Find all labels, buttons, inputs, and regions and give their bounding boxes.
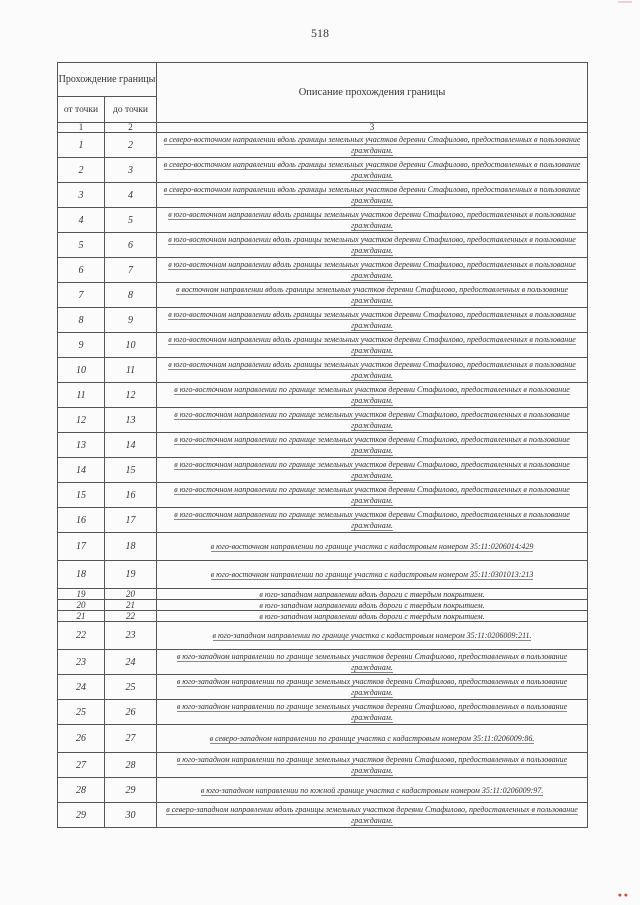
to-point-cell: 5	[105, 208, 157, 233]
from-point-cell: 21	[58, 611, 105, 622]
table-row	[58, 700, 588, 725]
description-cell	[157, 208, 588, 233]
from-point-cell: 3	[58, 183, 105, 208]
description-text: в северо-восточном направлении вдоль границы земельных участков деревни Стафилово, предоставленных в пользование гражданам.	[163, 160, 581, 180]
table-row	[58, 622, 588, 650]
from-point-cell: 12	[58, 408, 105, 433]
to-point-cell: 12	[105, 383, 157, 408]
table-row	[58, 308, 588, 333]
description-cell	[157, 233, 588, 258]
to-point-cell: 24	[105, 650, 157, 675]
table-row	[58, 483, 588, 508]
description-text: в северо-восточном направлении вдоль границы земельных участков деревни Стафилово, предоставленных в пользование гражданам.	[163, 185, 581, 205]
table-row	[58, 433, 588, 458]
table-row	[58, 600, 588, 611]
table-row	[58, 158, 588, 183]
to-point-cell: 16	[105, 483, 157, 508]
description-cell	[157, 600, 588, 611]
description-cell	[157, 408, 588, 433]
description-text: в юго-восточном направлении вдоль границы земельных участков деревни Стафилово, предоставленных в пользование гражданам.	[168, 260, 576, 280]
header-row	[58, 63, 588, 97]
to-point-cell: 6	[105, 233, 157, 258]
description-text: в юго-западном направлении по границе земельных участков деревни Стафилово, предоставленных в пользование гражданам.	[176, 677, 568, 697]
table-row	[58, 333, 588, 358]
from-point-cell: 19	[58, 589, 105, 600]
table-row	[58, 778, 588, 803]
from-point-cell: 23	[58, 650, 105, 675]
description-cell	[157, 675, 588, 700]
description-cell	[157, 753, 588, 778]
from-point-cell: 1	[58, 133, 105, 158]
description-text: в северо-восточном направлении вдоль границы земельных участков деревни Стафилово, предоставленных в пользование гражданам.	[163, 135, 581, 155]
description-cell	[157, 533, 588, 561]
to-point-cell: 25	[105, 675, 157, 700]
description-text: в восточном направлении вдоль границы земельных участков деревни Стафилово, предоставленных в пользование гражданам.	[175, 285, 569, 305]
from-point-cell: 24	[58, 675, 105, 700]
page-number: 518	[311, 26, 329, 40]
description-cell	[157, 778, 588, 803]
description-text: в юго-западном направлении вдоль дороги с твердым покрытием.	[259, 611, 485, 621]
table-row	[58, 233, 588, 258]
from-point-cell: 17	[58, 533, 105, 561]
description-cell	[157, 358, 588, 383]
table-row	[58, 508, 588, 533]
scan-mark-icon: ● ●	[617, 891, 628, 899]
from-point-cell: 26	[58, 725, 105, 753]
description-text: в юго-восточном направлении по границе земельных участков деревни Стафилово, предоставленных в пользование гражданам.	[174, 510, 570, 530]
column-number: 3	[157, 123, 588, 133]
description-cell	[157, 383, 588, 408]
table-row	[58, 133, 588, 158]
to-point-cell: 30	[105, 803, 157, 828]
description-text: в юго-восточном направлении вдоль границы земельных участков деревни Стафилово, предоставленных в пользование гражданам.	[168, 360, 576, 380]
to-point-cell: 11	[105, 358, 157, 383]
description-cell	[157, 483, 588, 508]
table-row	[58, 611, 588, 622]
table-row	[58, 675, 588, 700]
to-point-cell: 3	[105, 158, 157, 183]
to-point-cell: 26	[105, 700, 157, 725]
description-cell	[157, 725, 588, 753]
to-point-cell: 23	[105, 622, 157, 650]
description-text: в юго-западном направлении по границе земельных участков деревни Стафилово, предоставленных в пользование гражданам.	[176, 755, 568, 775]
description-cell	[157, 183, 588, 208]
to-point-cell: 18	[105, 533, 157, 561]
header-to-point: до точки	[105, 97, 157, 123]
from-point-cell: 10	[58, 358, 105, 383]
description-cell	[157, 700, 588, 725]
table-row	[58, 383, 588, 408]
description-cell	[157, 508, 588, 533]
to-point-cell: 4	[105, 183, 157, 208]
to-point-cell: 28	[105, 753, 157, 778]
description-text: в юго-восточном направлении по границе земельных участков деревни Стафилово, предоставленных в пользование гражданам.	[174, 460, 570, 480]
description-cell	[157, 308, 588, 333]
to-point-cell: 29	[105, 778, 157, 803]
to-point-cell: 13	[105, 408, 157, 433]
from-point-cell: 6	[58, 258, 105, 283]
description-cell	[157, 258, 588, 283]
description-text: в юго-восточном направлении вдоль границы земельных участков деревни Стафилово, предоставленных в пользование гражданам.	[168, 210, 576, 230]
description-cell	[157, 803, 588, 828]
description-text: в юго-западном направлении по границе земельных участков деревни Стафилово, предоставленных в пользование гражданам.	[176, 652, 568, 672]
description-text: в юго-восточном направлении вдоль границы земельных участков деревни Стафилово, предоставленных в пользование гражданам.	[168, 310, 576, 330]
table-row	[58, 283, 588, 308]
table-row	[58, 208, 588, 233]
from-point-cell: 9	[58, 333, 105, 358]
description-text: в юго-восточном направлении по границе земельных участков деревни Стафилово, предоставленных в пользование гражданам.	[174, 410, 570, 430]
to-point-cell: 27	[105, 725, 157, 753]
from-point-cell: 20	[58, 600, 105, 611]
description-cell	[157, 133, 588, 158]
table-row	[58, 803, 588, 828]
from-point-cell: 14	[58, 458, 105, 483]
boundary-table	[57, 62, 588, 828]
to-point-cell: 21	[105, 600, 157, 611]
description-text: в северо-западном направлении по границе участка с кадастровым номером 35:11:0206009:86.	[209, 734, 535, 743]
to-point-cell: 15	[105, 458, 157, 483]
table-row	[58, 561, 588, 589]
description-cell	[157, 611, 588, 622]
description-cell	[157, 650, 588, 675]
to-point-cell: 9	[105, 308, 157, 333]
description-text: в юго-западном направлении вдоль дороги с твердым покрытием.	[259, 600, 485, 610]
table-row	[58, 650, 588, 675]
to-point-cell: 8	[105, 283, 157, 308]
from-point-cell: 22	[58, 622, 105, 650]
description-cell	[157, 283, 588, 308]
description-text: в юго-западном направлении по южной границе участка с кадастровым номером 35:11:0206009:97.	[200, 785, 544, 795]
from-point-cell: 11	[58, 383, 105, 408]
table-row	[58, 589, 588, 600]
description-cell	[157, 158, 588, 183]
description-cell	[157, 433, 588, 458]
description-text: в юго-восточном направлении вдоль границы земельных участков деревни Стафилово, предоставленных в пользование гражданам.	[168, 235, 576, 255]
from-point-cell: 13	[58, 433, 105, 458]
from-point-cell: 16	[58, 508, 105, 533]
to-point-cell: 14	[105, 433, 157, 458]
header-boundary-passage: Прохождение границы	[58, 63, 157, 97]
corner-mark-icon	[618, 0, 632, 4]
description-text: в юго-восточном направлении по границе земельных участков деревни Стафилово, предоставленных в пользование гражданам.	[174, 435, 570, 455]
from-point-cell: 5	[58, 233, 105, 258]
description-text: в юго-восточном направлении по границе участка с кадастровым номером 35:11:0301013:213	[210, 570, 534, 579]
column-number-row	[58, 123, 588, 133]
column-number: 1	[58, 123, 105, 133]
description-cell	[157, 589, 588, 600]
table-row	[58, 533, 588, 561]
header-description: Описание прохождения границы	[157, 63, 588, 123]
description-text: в юго-западном направлении вдоль дороги с твердым покрытием.	[259, 589, 485, 599]
to-point-cell: 22	[105, 611, 157, 622]
description-cell	[157, 622, 588, 650]
from-point-cell: 4	[58, 208, 105, 233]
table-row	[58, 753, 588, 778]
description-cell	[157, 561, 588, 589]
description-cell	[157, 333, 588, 358]
from-point-cell: 25	[58, 700, 105, 725]
description-text: в юго-восточном направлении по границе участка с кадастровым номером 35:11:0206014:429	[210, 542, 534, 551]
table-row	[58, 183, 588, 208]
from-point-cell: 2	[58, 158, 105, 183]
to-point-cell: 10	[105, 333, 157, 358]
to-point-cell: 7	[105, 258, 157, 283]
column-number: 2	[105, 123, 157, 133]
to-point-cell: 19	[105, 561, 157, 589]
table-row	[58, 358, 588, 383]
description-text: в юго-восточном направлении вдоль границы земельных участков деревни Стафилово, предоставленных в пользование гражданам.	[168, 335, 576, 355]
table-row	[58, 725, 588, 753]
description-text: в юго-западном направлении по границе участка с кадастровым номером 35:11:0206009:211.	[212, 631, 532, 640]
description-cell	[157, 458, 588, 483]
from-point-cell: 27	[58, 753, 105, 778]
table-row	[58, 258, 588, 283]
header-from-point: от точки	[58, 97, 105, 123]
description-text: в юго-восточном направлении по границе земельных участков деревни Стафилово, предоставленных в пользование гражданам.	[174, 385, 570, 405]
description-text: в юго-западном направлении по границе земельных участков деревни Стафилово, предоставленных в пользование гражданам.	[176, 702, 568, 722]
table-row	[58, 458, 588, 483]
to-point-cell: 2	[105, 133, 157, 158]
table-row	[58, 408, 588, 433]
from-point-cell: 7	[58, 283, 105, 308]
description-text: в северо-западном направлении вдоль границы земельных участков деревни Стафилово, предоставленных в пользование гражданам.	[166, 805, 578, 825]
from-point-cell: 18	[58, 561, 105, 589]
description-text: в юго-восточном направлении по границе земельных участков деревни Стафилово, предоставленных в пользование гражданам.	[174, 485, 570, 505]
from-point-cell: 15	[58, 483, 105, 508]
to-point-cell: 17	[105, 508, 157, 533]
from-point-cell: 28	[58, 778, 105, 803]
from-point-cell: 8	[58, 308, 105, 333]
to-point-cell: 20	[105, 589, 157, 600]
from-point-cell: 29	[58, 803, 105, 828]
